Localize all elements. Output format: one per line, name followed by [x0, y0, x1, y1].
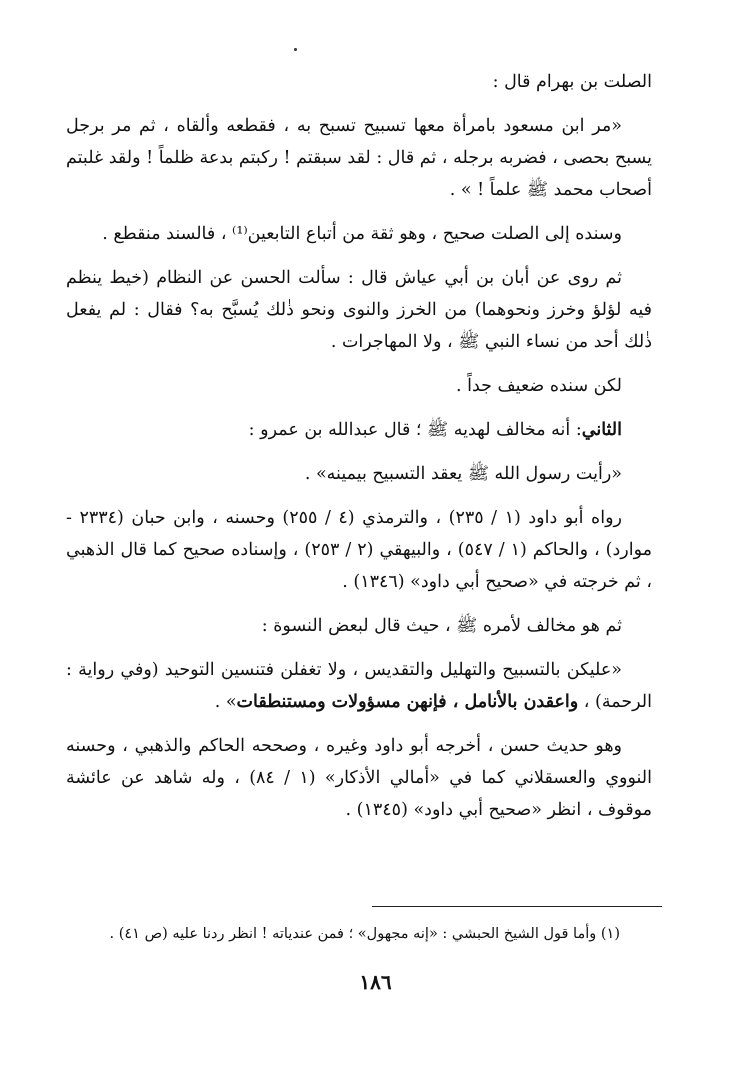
paragraph-11: وهو حديث حسن ، أخرجه أبو داود وغيره ، وصححه الحاكم والذهبي ، وحسنه النووي والعسقلاني كما في «أمالي الأذكار» (١ / ٨٤) ، وله شاهد عن عائشة موقوف ، انظر «صحيح أبي داود» (١٣٤٥) . — [66, 736, 652, 820]
paragraph-2: «مر ابن مسعود بامرأة معها تسبيح تسبح به ، فقطعه وألقاه ، ثم مر برجل يسبح بحصى ، فضربه برجله ، ثم قال : لقد سبقتم ! ركبتم بدعة ظلماً ! ولقد غلبتم أصحاب محمد ﷺ علماً ! » . — [66, 116, 652, 200]
section-label: الثاني — [581, 420, 622, 440]
ink-dot — [294, 48, 297, 51]
paragraph-7: «رأيت رسول الله ﷺ يعقد التسبيح بيمينه» . — [304, 464, 622, 484]
main-text — [66, 66, 652, 838]
paragraph-9: ثم هو مخالف لأمره ﷺ ، حيث قال لبعض النسوة : — [261, 616, 622, 636]
paragraph-1: الصلت بن بهرام قال : — [492, 72, 652, 92]
paragraph-6 — [66, 414, 652, 446]
paragraph-10-bold: واعقدن بالأنامل ، فإنهن مسؤولات ومستنطقات — [236, 692, 579, 712]
footnote-separator — [372, 906, 662, 907]
paragraph-6-text: : أنه مخالف لهديه ﷺ ؛ قال عبدالله بن عمرو : — [248, 420, 582, 440]
paragraph-8: رواه أبو داود (١ / ٢٣٥) ، والترمذي (٤ / ٢٥٥) وحسنه ، وابن حبان (٢٣٣٤ - موارد) ، والحاكم (١ / ٥٤٧) ، والبيهقي (٢ / ٢٥٣) ، وإسناده صحيح كما قال الذهبي ، ثم خرجته في «صحيح أبي داود» (١٣٤٦) . — [66, 508, 652, 592]
footnote: (١) وأما قول الشيخ الحبشي : «إنه مجهول» ؛ فمن عندياته ! انظر ردنا عليه (ص ٤١) . — [109, 926, 620, 942]
paragraph-10-a: «عليكن بالتسبيح والتهليل والتقديس ، ولا تغفلن فتنسين التوحيد (وفي رواية : الرحمة) ، — [66, 660, 652, 712]
paragraph-5: لكن سنده ضعيف جداً . — [456, 376, 622, 396]
page-number: ١٨٦ — [359, 970, 392, 994]
paragraph-10-c: » . — [214, 692, 237, 712]
paragraph-3: وسنده إلى الصلت صحيح ، وهو ثقة من أتباع التابعين⁽¹⁾ ، فالسند منقطع . — [102, 224, 622, 244]
paragraph-10 — [66, 654, 652, 718]
paragraph-4: ثم روى عن أبان بن أبي عياش قال : سألت الحسن عن النظام (خيط ينظم فيه لؤلؤ وخرز ونحوهما) من الخرز والنوى ونحو ذٰلك يُسبَّح به؟ فقال : لم يفعل ذٰلك أحد من نساء النبي ﷺ ، ولا المهاجرات . — [66, 268, 652, 352]
